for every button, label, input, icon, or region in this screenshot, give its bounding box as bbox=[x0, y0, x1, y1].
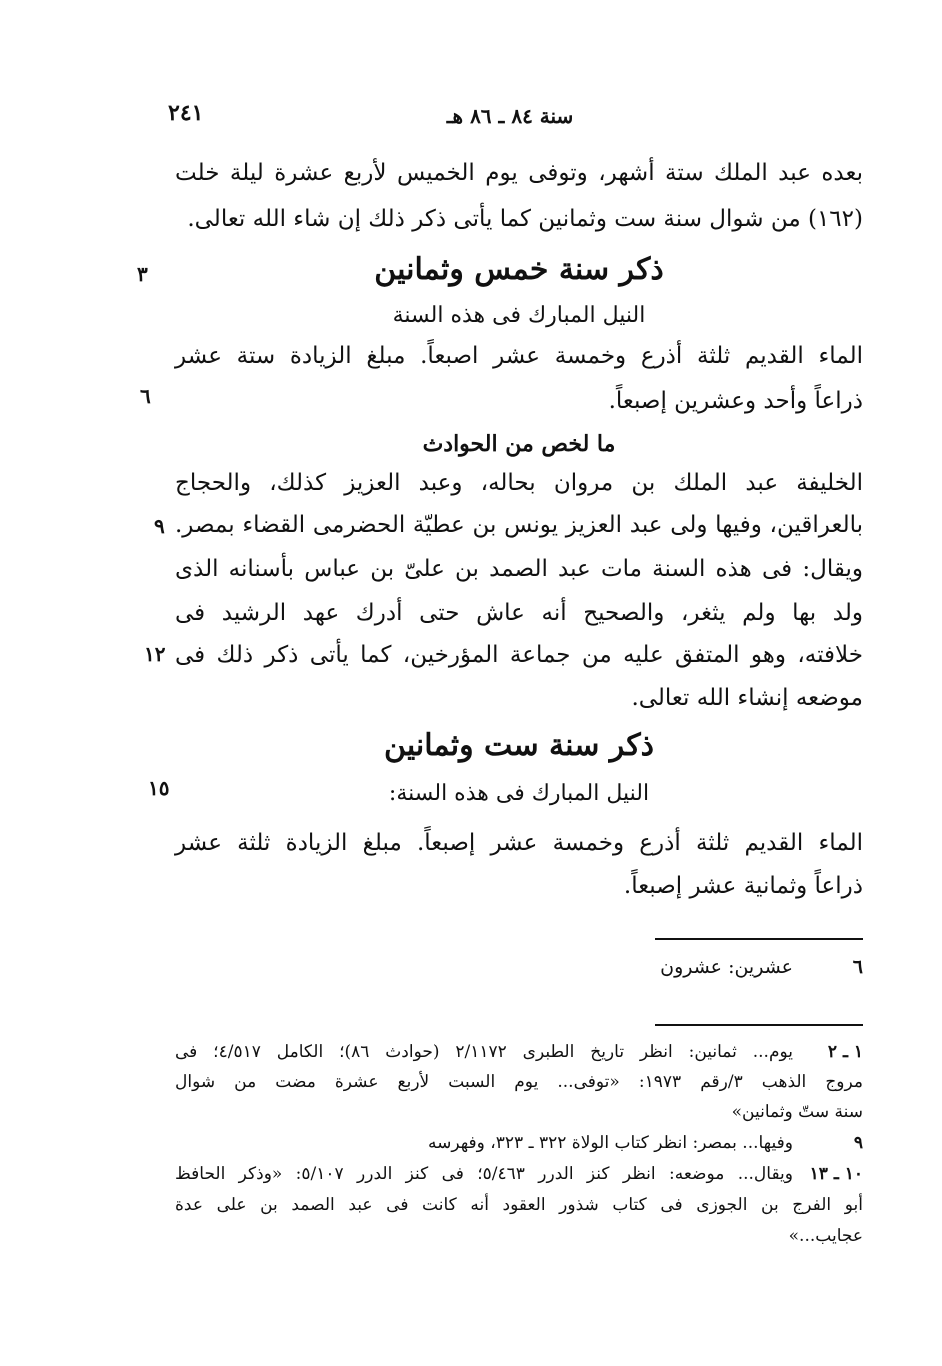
body-line: ويقال: فى هذه السنة مات عبد الصمد بن علىّ بن عباس بأسنانه الذى bbox=[175, 556, 863, 582]
footnote-line: يوم... ثمانين: انظر تاريخ الطبرى ٢/١١٧٢ (حوادث ٨٦)؛ الكامل ٤/٥١٧؛ فى bbox=[175, 1042, 794, 1062]
line-number: ٣ bbox=[137, 262, 148, 286]
section-title: ذكر سنة خمس وثمانين bbox=[374, 252, 664, 287]
nile-heading: النيل المبارك فى هذه السنة bbox=[392, 303, 646, 328]
footnote-line: مروج الذهب ٣/رقم ١٩٧٣: «توفى... يوم السبت لأربع عشرة مضت من شوال bbox=[175, 1072, 864, 1092]
apparatus-text: عشرين: عشرون bbox=[660, 956, 793, 978]
body-line: الماء القديم ثلثة أذرع وخمسة عشر إصبعاً. مبلغ الزيادة ثلثة عشر bbox=[175, 830, 863, 856]
line-number: ١٢ bbox=[144, 642, 166, 666]
events-heading: ما لخص من الحوادث bbox=[422, 431, 616, 457]
line-number: ٩ bbox=[154, 514, 165, 538]
running-head: سنة ٨٤ ـ ٨٦ هـ bbox=[446, 104, 574, 128]
footnote-ref: ١ ـ ٢ bbox=[827, 1042, 863, 1062]
body-line: الخليفة عبد الملك بن مروان بحاله، وعبد العزيز كذلك، والحجاج bbox=[175, 470, 863, 496]
body-line: بالعراقين، وفيها ولى عبد العزيز يونس بن عطيّة الحضرمى القضاء بمصر. bbox=[175, 512, 863, 538]
footnote-rule bbox=[655, 1024, 863, 1026]
body-line: موضعه إنشاء الله تعالى. bbox=[631, 685, 863, 711]
footnote-line: عجايب...» bbox=[788, 1226, 863, 1246]
footnote-line: ويقال... موضعه: انظر كنز الدرر ٥/٤٦٣؛ فى كنز الدرر ٥/١٠٧: «وذكر الحافظ bbox=[175, 1164, 793, 1184]
body-line: خلافته، وهو المتفق عليه من جماعة المؤرخين، كما يأتى ذكر ذلك فى bbox=[175, 642, 863, 668]
body-line: بعده عبد الملك ستة أشهر، وتوفى يوم الخميس لأربع عشرة ليلة خلت bbox=[175, 160, 863, 186]
footnote bbox=[175, 1133, 863, 1163]
section-title: ذكر سنة ست وثمانين bbox=[384, 728, 654, 763]
body-line: (١٦٢) من شوال سنة ست وثمانين كما يأتى ذكر ذلك إن شاء الله تعالى. bbox=[187, 206, 863, 232]
body-line: ذراعاً وأحد وعشرين إصبعاً. bbox=[608, 388, 863, 414]
page-number: ٢٤١ bbox=[168, 100, 204, 126]
body-line: الماء القديم ثلثة أذرع وخمسة عشر اصبعاً. مبلغ الزيادة ستة عشر bbox=[175, 343, 863, 369]
line-number: ١٥ bbox=[148, 776, 170, 800]
footnote bbox=[175, 1042, 863, 1132]
footnote-ref: ١٠ ـ ١٣ bbox=[809, 1164, 863, 1184]
apparatus-rule bbox=[655, 938, 863, 940]
body-line: ولد بها ولم يثغر، والصحيح أنه عاش حتى أدرك عهد الرشيد فى bbox=[175, 600, 863, 626]
apparatus-ref: ٦ bbox=[852, 956, 863, 978]
footnote bbox=[175, 1164, 863, 1254]
body-line: ذراعاً وثمانية عشر إصبعاً. bbox=[623, 873, 863, 899]
footnote-line: وفيها... بمصر: انظر كتاب الولاة ٣٢٢ ـ ٣٢٣، وفهرسه bbox=[427, 1133, 793, 1153]
footnote-line: أبو الفرج بن الجوزى فى كتاب شذور العقود أنه كانت فى عبد الصمد بن على عدة bbox=[175, 1195, 863, 1215]
footnote-line: سنة ستّ وثمانين» bbox=[731, 1102, 863, 1122]
nile-heading: النيل المبارك فى هذه السنة: bbox=[388, 781, 650, 806]
footnote-ref: ٩ bbox=[853, 1133, 863, 1153]
line-number: ٦ bbox=[140, 384, 151, 408]
